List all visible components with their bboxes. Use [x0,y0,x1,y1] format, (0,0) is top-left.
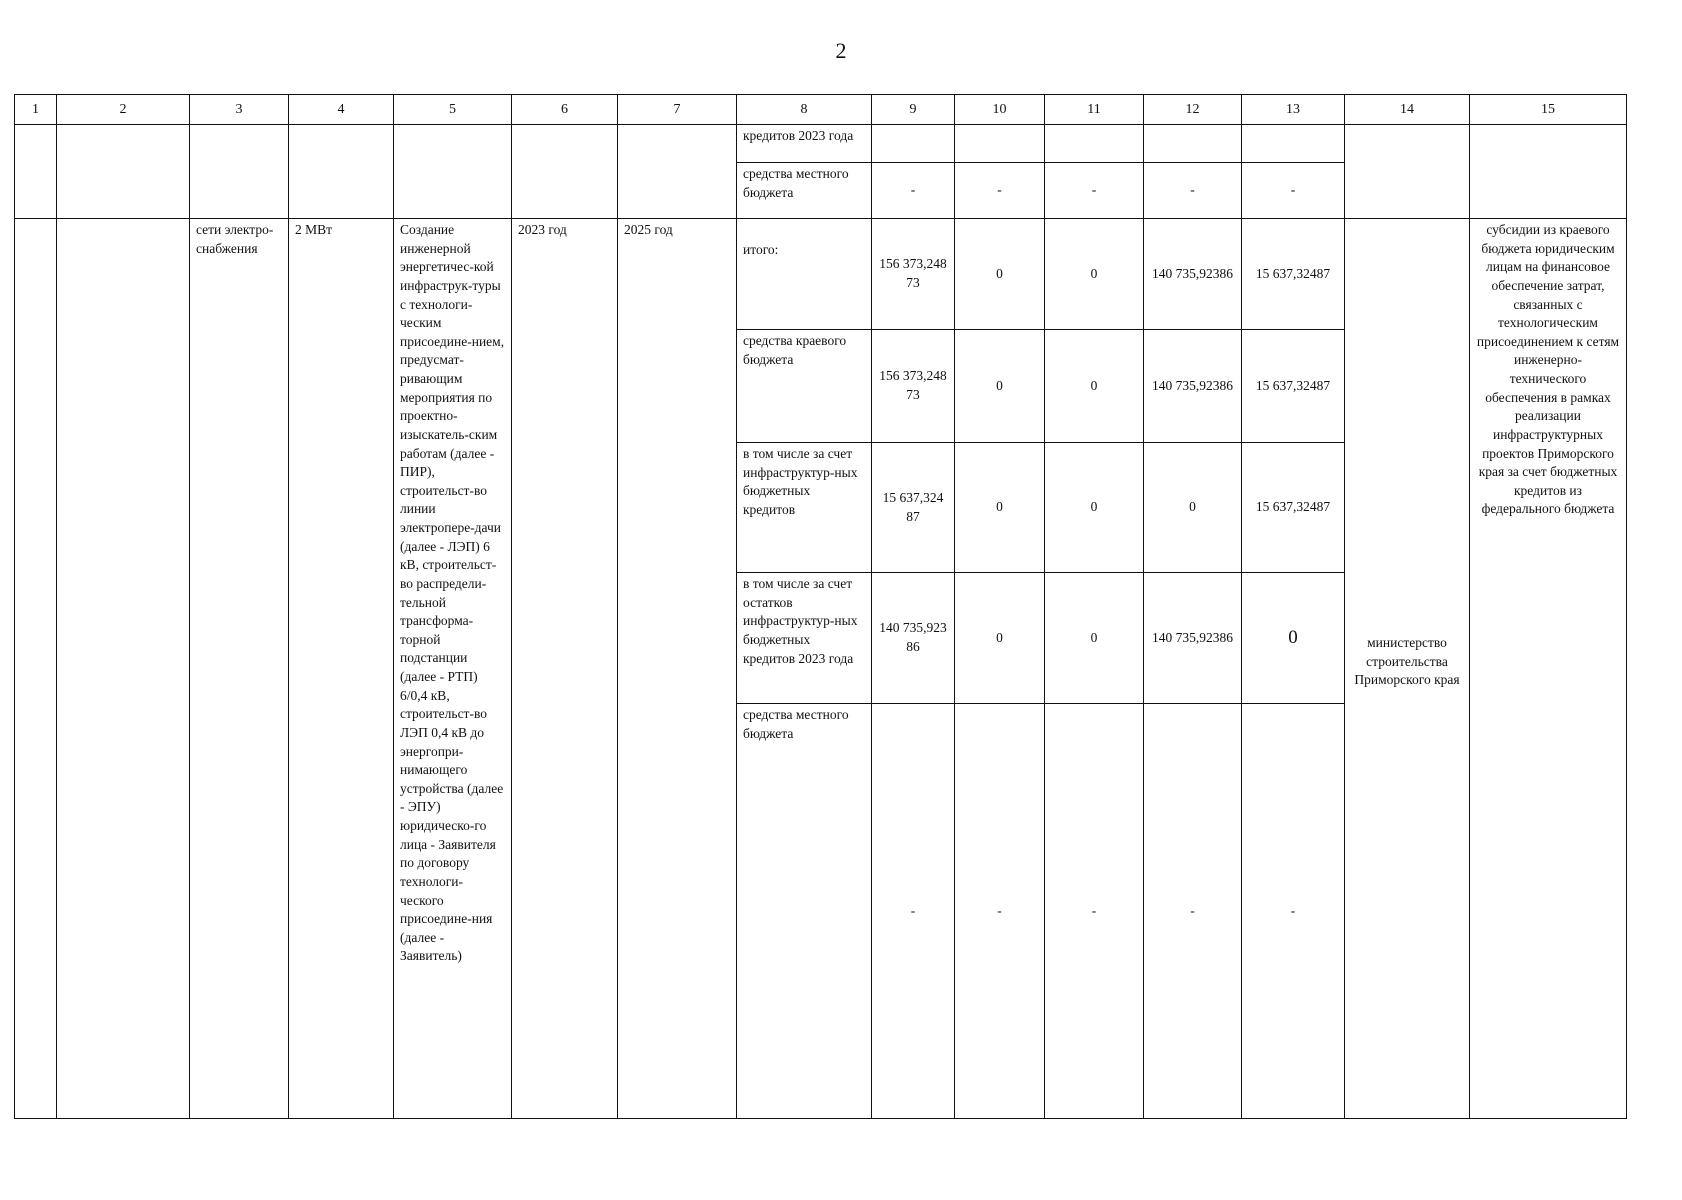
header-col-13: 13 [1242,95,1345,125]
header-col-6: 6 [512,95,618,125]
funding-source-cell: кредитов 2023 года [737,125,872,163]
value-cell: 0 [955,330,1045,443]
value-cell: - [1242,704,1345,1119]
carryover-col-14 [1345,125,1470,219]
header-col-15: 15 [1470,95,1627,125]
value-cell: - [1144,704,1242,1119]
value-cell: 15 637,32487 [1242,330,1345,443]
header-col-4: 4 [289,95,394,125]
carryover-col-15 [1470,125,1627,219]
value-cell: - [872,704,955,1119]
value-cell: 0 [955,219,1045,330]
value-cell: 140 735,92386 [1144,573,1242,704]
value-cell: - [1045,163,1144,219]
header-col-7: 7 [618,95,737,125]
page-number: 2 [835,38,847,63]
object-name-cell [57,219,190,1119]
value-cell [955,125,1045,163]
funding-source-cell: в том числе за счет инфраструктур-ных бюджетных кредитов [737,443,872,573]
carryover-col-6 [512,125,618,219]
row-number-cell [15,219,57,1119]
carryover-col-2 [57,125,190,219]
funding-source-cell: средства краевого бюджета [737,330,872,443]
table-row [15,219,1627,330]
header-col-3: 3 [190,95,289,125]
funding-source-cell: в том числе за счет остатков инфраструктур-ных бюджетных кредитов 2023 года [737,573,872,704]
value-cell: 140 735,92386 [1144,330,1242,443]
header-col-9: 9 [872,95,955,125]
value-cell [1144,125,1242,163]
funding-source-cell: средства местного бюджета [737,704,872,1119]
header-col-14: 14 [1345,95,1470,125]
carryover-col-7 [618,125,737,219]
carryover-col-4 [289,125,394,219]
value-cell: 0 [1045,443,1144,573]
carryover-col-3 [190,125,289,219]
value-cell: 156 373,248 73 [872,219,955,330]
value-cell: - [955,704,1045,1119]
value-cell: 156 373,248 73 [872,330,955,443]
value-cell: 0 [1144,443,1242,573]
funding-source-cell: итого: [737,219,872,330]
value-cell [1045,125,1144,163]
header-col-5: 5 [394,95,512,125]
carryover-row [15,125,1627,163]
value-cell: 0 [1045,573,1144,704]
header-col-2: 2 [57,95,190,125]
carryover-col-5 [394,125,512,219]
value-cell: 140 735,923 86 [872,573,955,704]
end-year-cell: 2025 год [618,219,737,1119]
value-cell: 15 637,32487 [1242,219,1345,330]
budget-table [14,94,1627,1119]
value-cell: 0 [1045,219,1144,330]
header-col-11: 11 [1045,95,1144,125]
start-year-cell: 2023 год [512,219,618,1119]
funding-source-cell: средства местного бюджета [737,163,872,219]
header-col-10: 10 [955,95,1045,125]
value-cell: - [872,163,955,219]
header-row [15,95,1627,125]
header-col-12: 12 [1144,95,1242,125]
measure-description-cell: Создание инженерной энергетичес-кой инфраструк-туры с технологи-ческим присоедине-нием, предусмат-ривающим мероприятия по проектно-изыскатель-ским работам (далее - ПИР), строительст-во линии электропере-дачи (далее - ЛЭП) 6 кВ, строительст-во распредели-тельной трансформа-торной подстанции (далее - РТП) 6/0,4 кВ, строительст-во ЛЭП 0,4 кВ до энергопри-нимающего устройства (далее - ЭПУ) юридическо-го лица - Заявителя по договору технологи-ческого присоедине-ния (далее - Заявитель) [394,219,512,1119]
value-cell: 15 637,324 87 [872,443,955,573]
header-col-8: 8 [737,95,872,125]
infrastructure-type-cell: сети электро-снабжения [190,219,289,1119]
header-col-1: 1 [15,95,57,125]
value-cell: 140 735,92386 [1144,219,1242,330]
funding-purpose-cell: субсидии из краевого бюджета юридическим лицам на финансовое обеспечение затрат, связанных с технологическим присоединением к сетям инженерно-технического обеспечения в рамках реализации инфраструктурных проектов Приморского края за счет бюджетных кредитов из федерального бюджета [1470,219,1627,1119]
value-cell: 0 [955,443,1045,573]
value-cell: 0 [1045,330,1144,443]
value-cell: 15 637,32487 [1242,443,1345,573]
carryover-col-1 [15,125,57,219]
value-cell: 0 [955,573,1045,704]
value-cell: 0 [1242,573,1345,704]
value-cell: - [1045,704,1144,1119]
capacity-cell: 2 МВт [289,219,394,1119]
responsible-body-cell: министерство строительства Приморского края [1345,219,1470,1119]
value-cell: - [1242,163,1345,219]
value-cell [1242,125,1345,163]
value-cell: - [1144,163,1242,219]
value-cell [872,125,955,163]
value-cell: - [955,163,1045,219]
